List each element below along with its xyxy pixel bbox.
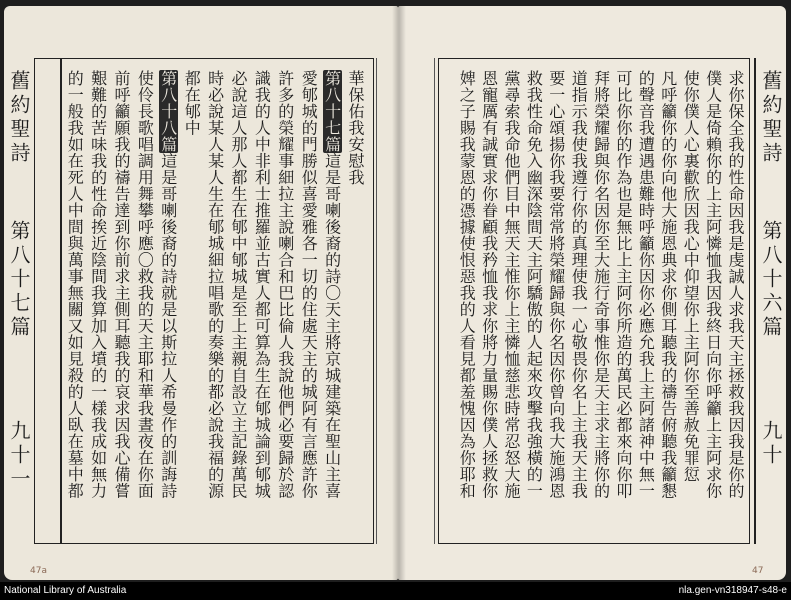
right-book-title: 舊約聖詩 [759, 70, 783, 166]
left-header-rule [60, 58, 62, 544]
left-text-column: 第八十七篇這是哥喇後裔的詩〇天主將京城建築在聖山主喜 [322, 70, 342, 499]
left-text-column: 都在郇中 [182, 70, 202, 136]
left-text-column: 許多的榮耀事細拉主說喇合和巴比倫人我說他們必要歸於認 [275, 70, 295, 499]
right-text-column: 救我性命免入幽深陰間天主阿驕傲的人起來攻擊我強橫的一 [524, 70, 544, 499]
left-chapter-label: 第八十七篇 [7, 220, 31, 340]
right-text-column: 使你僕人心裏歡欣因我心中仰望你上主阿你至善赦免罪愆 [681, 70, 701, 483]
left-text-column: 華保佑我安慰我 [346, 70, 365, 186]
right-outer-rule [434, 58, 435, 544]
right-text-column: 凡呼籲你的你向他大施恩典求你側耳聽我的禱告俯聽我籲懇 [658, 70, 678, 499]
right-text-column: 黨尋索我命他們目中無天主惟你上主憐恤慈悲時常忍怒大施 [502, 70, 521, 499]
book-gutter [392, 6, 406, 580]
psalm-number-tag: 第八十八篇 [158, 70, 178, 153]
image-id: nla.gen-vn318947-s48-e [678, 585, 787, 596]
left-page-number: 九十一 [7, 420, 31, 492]
footer-bar [0, 582, 791, 600]
right-header-rule [754, 58, 756, 544]
left-text-column: 使伶長歌唱調用舞攀呼應〇救我的天主耶和華我晝夜在你面 [135, 70, 155, 499]
left-text-column: 愛郇城的門勝似喜愛雅各一切的住處天主的城阿有言應許你 [299, 70, 319, 499]
right-text-column: 拜將榮耀歸與你名因你至大施行奇事惟你是天主求主將你的 [591, 70, 611, 499]
right-page-number: 九十 [759, 420, 783, 468]
right-text-column: 僕人是倚賴你的上主阿憐恤我因我終日向你呼籲上主阿求你 [703, 70, 723, 499]
left-text-column: 識我的人中非利士推羅並古實人都可算為生在郇城論到郇城 [252, 70, 272, 499]
right-text-column: 婢之子賜我蒙恩的憑據使恨惡我的人看見都羞愧因為你耶和 [457, 70, 477, 499]
psalm-number-tag: 第八十七篇 [322, 70, 342, 153]
right-chapter-label: 第八十六篇 [759, 220, 783, 340]
left-text-column: 艱難的苦味我的性命挨近陰間我算加入墳的一樣我成如無力 [88, 70, 108, 499]
left-outer-rule [376, 58, 377, 544]
right-text-column: 要一心頌揚你我要常常將榮耀歸與你名因你曾向我大施鴻恩 [546, 70, 566, 499]
left-text-column: 的一般我如在死人中間與萬事無關又如見殺的人臥在墓中都 [65, 70, 85, 499]
right-text-column: 道指示我使我遵行你的真理使我一心敬畏你名上主我天主我 [569, 70, 589, 499]
left-text-column: 第八十八篇這是哥喇後裔的詩就是以斯拉人希曼作的訓誨詩 [158, 70, 178, 499]
right-handwritten-note: 47 [752, 566, 764, 576]
left-text-column: 時必說某人某人生在郇城細拉唱歌的奏樂的都必說我福的源 [205, 70, 225, 499]
right-text-column: 恩寵厲有誠實求你眷顧我矜恤我求你將力量賜你僕人拯救你 [479, 70, 499, 499]
left-text-column: 前呼籲願我的禱告達到你前求主側耳聽我的哀求因我心備嘗 [112, 70, 131, 499]
right-text-column: 求你保全我的性命因我是虔誠人求我天主拯救我因我是你的 [726, 70, 745, 499]
library-credit: National Library of Australia [4, 585, 127, 596]
left-text-column: 必說這人那人都生在郇中郇城是至上主親自設立主記錄萬民 [229, 70, 248, 499]
left-handwritten-note: 47a [30, 566, 47, 576]
left-book-title: 舊約聖詩 [7, 70, 31, 166]
right-text-column: 的聲音我遭遇患難時呼籲你因你必應允我上主阿諸神中無一 [636, 70, 656, 499]
right-text-column: 可比你你的作為也是無比上主阿你所造的萬民必都來向你叩 [614, 70, 633, 499]
